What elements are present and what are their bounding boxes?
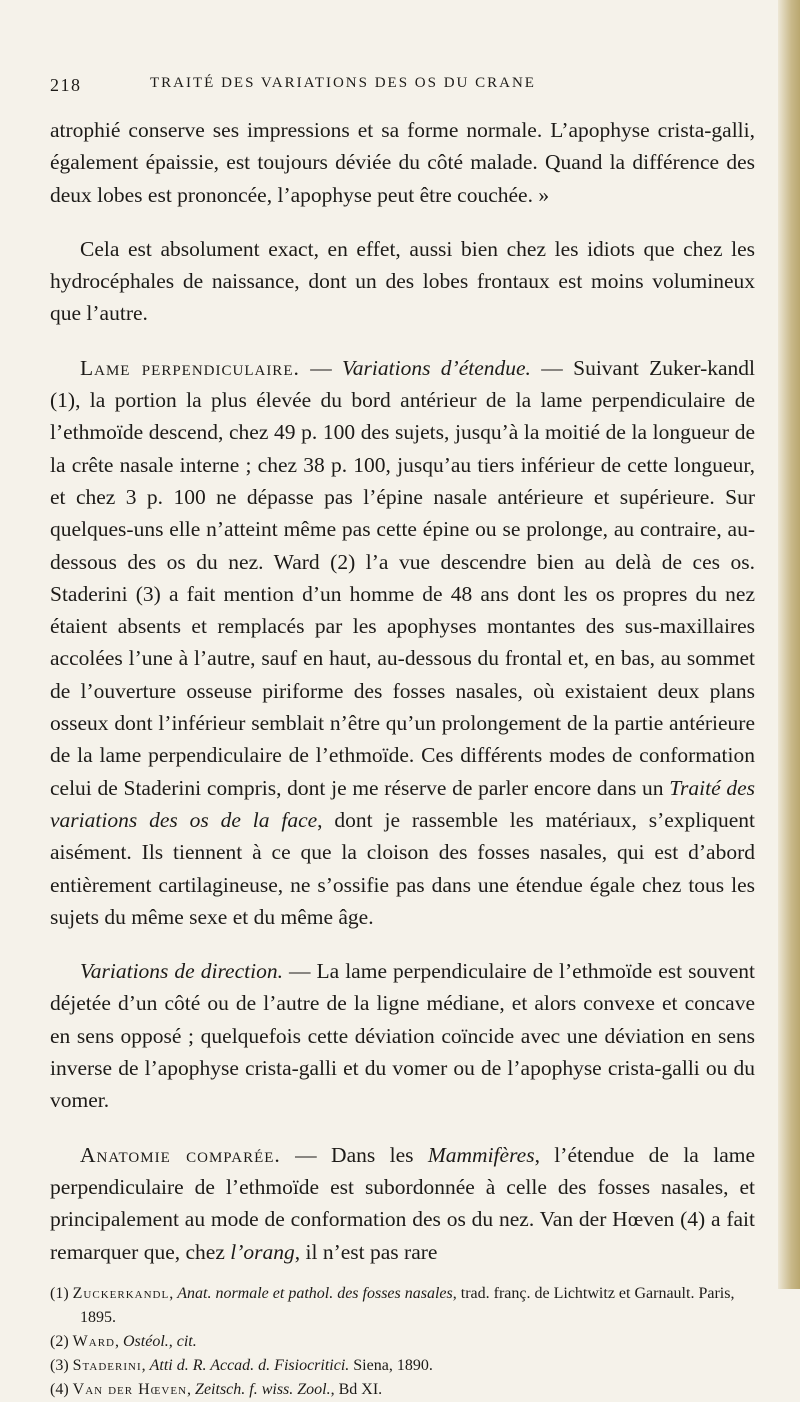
footnote-sep: , bbox=[169, 1284, 178, 1302]
dash: — bbox=[299, 355, 343, 380]
footnote bbox=[50, 1378, 755, 1402]
book-page bbox=[50, 60, 755, 1402]
paragraph-1 bbox=[50, 114, 755, 211]
paragraph-5-text-2: , l’étendue de la lame perpendiculaire de l’ethmoïde est subordonnée à celle des fosses nasales, et principalement au mode de conformation des os du nez. Van der Hœven (4) a fait remarquer que, chez bbox=[50, 1142, 755, 1264]
subheading-direction: Variations de direction. bbox=[80, 959, 283, 984]
subheading-etendue: Variations d’étendue. bbox=[342, 355, 531, 380]
italic-orang: l’orang bbox=[230, 1239, 295, 1264]
footnote-author: Staderini bbox=[72, 1356, 142, 1374]
italic-mammiferes: Mammifères bbox=[427, 1142, 535, 1167]
page-spine-edge bbox=[778, 0, 800, 1289]
footnote-author: Van der Hœven bbox=[72, 1380, 188, 1398]
footnote-number: (2) bbox=[50, 1332, 73, 1350]
section-heading-anatomie: Anatomie comparée. bbox=[80, 1142, 281, 1167]
footnote-number: (4) bbox=[50, 1380, 73, 1398]
footnote-rest: , Bd XI. bbox=[330, 1380, 383, 1398]
paragraph-3-text: — Suivant Zuker-kandl (1), la portion la plus élevée du bord antérieur de la lame perpendiculaire de l’ethmoïde descend, chez 49 p. 100 des sujets, jusqu’à la moitié de la longueur de la crête nasale interne ; chez 38 p. 100, jusqu’au tiers inférieur de cette longueur, et chez 3 p. 100 ne dépasse pas l’épine nasale antérieure et supérieure. Sur quelques-uns elle n’atteint même pas cette épine ou se prolonge, au contraire, au-dessous des os du nez. Ward (2) l’a vue descendre bien au delà de ces os. Staderini (3) a fait mention d’un homme de 48 ans dont les os propres du nez étaient absents et remplacés par les apophyses montantes des sus-maxillaires accolées l’une à l’autre, sauf en haut, au-dessous du frontal et, en bas, au sommet de l’ouverture osseuse piriforme des fosses nasales, où existaient deux plans osseux dont l’inférieur semblait n’être qu’un prolongement de la partie antérieure de la lame perpendiculaire de l’ethmoïde. Ces différents modes de conformation celui de Staderini compris, dont je me réserve de parler encore dans un bbox=[50, 355, 755, 800]
footnote-title: Atti d. R. Accad. d. Fisiocritici. bbox=[149, 1356, 350, 1374]
paragraph-5-text-3: , il n’est pas rare bbox=[294, 1239, 438, 1264]
footnote-author: Zuckerkandl bbox=[72, 1284, 170, 1302]
paragraph-4-text: — La lame perpendiculaire de l’ethmoïde est souvent déjetée d’un côté ou de l’autre de la ligne médiane, et alors convexe et concave en sens opposé ; quelquefois cette déviation coïncide avec une déviation en sens inverse de l’apophyse crista-galli et du vomer ou de l’apophyse crista-galli ou du vomer. bbox=[50, 959, 755, 1113]
paragraph-4 bbox=[50, 955, 755, 1116]
footnote-rest: Siena, 1890. bbox=[349, 1356, 433, 1374]
paragraph-3 bbox=[50, 352, 755, 933]
footnote-title: Ostéol., cit. bbox=[122, 1332, 197, 1350]
page-header bbox=[50, 60, 755, 95]
running-title: TRAITÉ DES VARIATIONS DES OS DU CRANE bbox=[150, 75, 536, 91]
paragraph-5 bbox=[50, 1139, 755, 1268]
footnotes bbox=[50, 1282, 755, 1402]
footnote bbox=[50, 1354, 755, 1378]
paragraph-2-text: Cela est absolument exact, en effet, aussi bien chez les idiots que chez les hydrocéphales de naissance, dont un des lobes frontaux est moins volumineux que l’autre. bbox=[50, 236, 755, 326]
footnote-sep: , bbox=[141, 1356, 150, 1374]
page-number: 218 bbox=[50, 75, 82, 95]
footnote-title: Anat. normale et pathol. des fosses nasales bbox=[177, 1284, 453, 1302]
body-text bbox=[50, 114, 755, 1268]
footnote-number: (1) bbox=[50, 1284, 73, 1302]
paragraph-2 bbox=[50, 233, 755, 330]
paragraph-1-text: atrophié conserve ses impressions et sa forme normale. L’apophyse crista-galli, également épaissie, est toujours déviée du côté malade. Quand la différence des deux lobes est prononcée, l’apophyse peut être couchée. » bbox=[50, 118, 755, 207]
footnote bbox=[50, 1330, 755, 1354]
footnote-author: Ward bbox=[72, 1332, 115, 1350]
book-title-italic: Traité des variations des os de la face bbox=[50, 775, 755, 832]
paragraph-5-text-1: — Dans les bbox=[280, 1142, 428, 1167]
footnote-sep: , bbox=[114, 1332, 123, 1350]
footnote-number: (3) bbox=[50, 1356, 73, 1374]
footnote-title: Zeitsch. f. wiss. Zool. bbox=[195, 1380, 331, 1398]
paragraph-3-tail: , dont je rassemble les matériaux, s’expliquent aisément. Ils tiennent à ce que la cloison des fosses nasales, qui est d’abord entièrement cartilagineuse, ne s’ossifie pas dans une étendue égale chez tous les sujets du même sexe et du même âge. bbox=[50, 807, 755, 929]
footnote-sep: , bbox=[187, 1380, 196, 1398]
footnote-rest: , trad. franç. de Lichtwitz et Garnault. Paris, 1895. bbox=[80, 1284, 735, 1326]
section-heading-lame: Lame perpendiculaire. bbox=[80, 355, 300, 380]
